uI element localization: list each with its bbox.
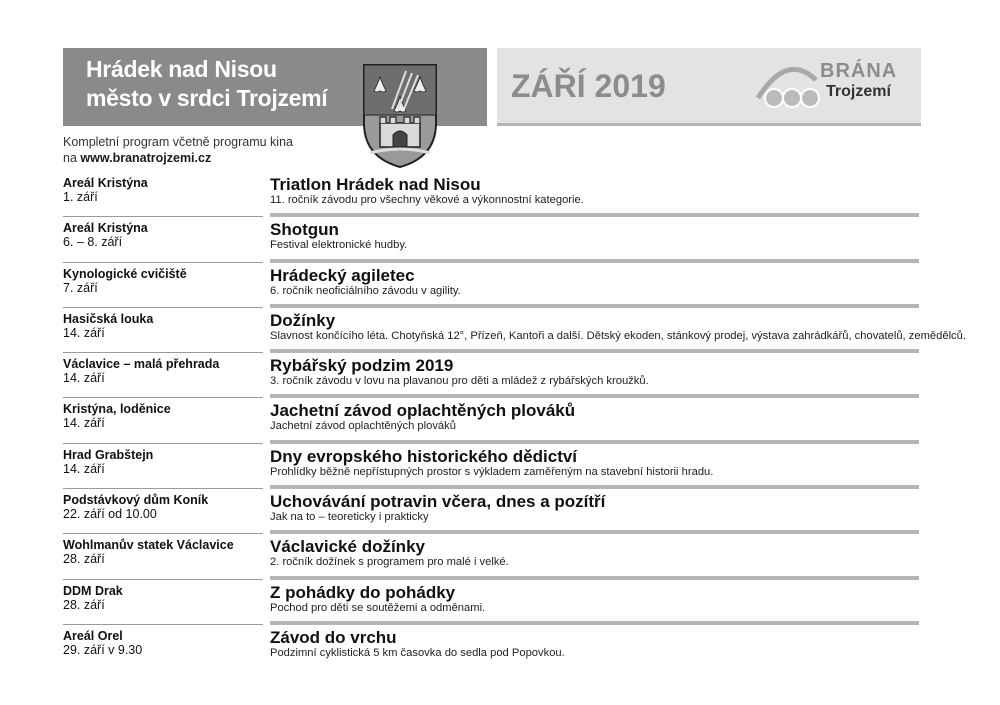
event-row — [63, 534, 919, 579]
event-venue-name: Kynologické cvičiště — [63, 266, 187, 281]
event-date: 6. – 8. září — [63, 235, 123, 250]
event-date: 14. září — [63, 461, 105, 476]
event-venue — [63, 629, 263, 657]
logo-brana-text: BRÁNA — [820, 60, 898, 82]
event-description: Prohlídky běžně nepřístupných prostor s výkladem zaměřeným na stavební historii hradu. — [270, 465, 714, 478]
event-venue-name: DDM Drak — [63, 583, 123, 598]
event-venue — [63, 267, 263, 295]
event-description: Podzimní cyklistická 5 km časovka do sedla pod Popovkou. — [270, 646, 565, 659]
event-title: Shotgun — [270, 220, 339, 240]
event-venue-name: Areál Orel — [63, 628, 123, 643]
event-title: Z pohádky do pohádky — [270, 582, 456, 602]
event-row — [63, 353, 919, 398]
event-description: Festival elektronické hudby. — [270, 239, 408, 252]
event-venue — [63, 584, 263, 612]
event-venue — [63, 493, 263, 521]
event-description: 6. ročník neoficiálního závodu v agility. — [270, 284, 461, 297]
event-row — [63, 308, 966, 353]
event-venue — [63, 448, 263, 476]
event-row — [63, 625, 919, 670]
event-date: 14. září — [63, 325, 105, 340]
event-description: 11. ročník závodu pro všechny věkové a výkonnostní kategorie. — [270, 194, 584, 206]
event-venue — [63, 538, 263, 566]
event-date: 14. září — [63, 371, 105, 386]
logo-trojzemi-text: Trojzemí — [826, 83, 891, 100]
event-venue — [63, 176, 263, 204]
event-description: 2. ročník dožínek s programem pro malé i velké. — [270, 556, 509, 569]
event-title: Václavické dožínky — [270, 537, 425, 557]
event-date: 28. září — [63, 552, 105, 567]
intro-line2-prefix: na — [63, 151, 81, 165]
event-venue-name: Wohlmanův statek Václavice — [63, 538, 234, 553]
intro-line1: Kompletní program včetně programu kina — [63, 135, 293, 149]
event-venue — [63, 312, 263, 340]
town-title — [86, 55, 327, 113]
event-description: 3. ročník závodu v lovu na plavanou pro děti a mládež z rybářských kroužků. — [270, 375, 649, 388]
event-date: 1. září — [63, 190, 98, 204]
event-description: Jachetní závod oplachtěných plováků — [270, 420, 456, 433]
month-title: ZÁŘÍ 2019 — [511, 68, 666, 104]
event-description: Jak na to – teoreticky i prakticky — [270, 511, 429, 524]
event-description: Pochod pro děti se soutěžemi a odměnami. — [270, 601, 486, 614]
event-venue-name: Hasičská louka — [63, 311, 154, 326]
event-title: Závod do vrchu — [270, 627, 397, 647]
town-coat-of-arms-icon — [360, 61, 440, 171]
event-venue-name: Areál Kristýna — [63, 176, 148, 190]
event-title: Hrádecký agiletec — [270, 265, 415, 285]
event-date: 22. září od 10.00 — [63, 507, 157, 522]
logo-circles-icon — [752, 58, 822, 114]
event-venue-name: Kristýna, loděnice — [63, 402, 171, 417]
event-row — [63, 444, 919, 489]
month-banner — [497, 48, 921, 126]
website-link[interactable]: www.branatrojzemi.cz — [80, 151, 212, 165]
event-date: 29. září v 9.30 — [63, 642, 143, 657]
event-venue — [63, 402, 263, 430]
event-title: Uchovávání potravin včera, dnes a pozítří — [270, 492, 606, 512]
event-row — [63, 172, 919, 217]
town-title-line1: Hrádek nad Nisou — [86, 56, 277, 82]
event-title: Jachetní závod oplachtěných plováků — [270, 401, 576, 421]
event-venue-name: Podstávkový dům Koník — [63, 493, 209, 508]
event-venue-name: Václavice – malá přehrada — [63, 357, 220, 372]
event-venue — [63, 221, 263, 249]
event-row — [63, 217, 919, 262]
event-date: 7. září — [63, 280, 98, 295]
event-venue — [63, 357, 263, 385]
intro-text — [63, 134, 293, 166]
event-row — [63, 263, 919, 308]
event-venue-name: Hrad Grabštejn — [63, 447, 154, 462]
event-venue-name: Areál Kristýna — [63, 221, 148, 236]
event-row — [63, 398, 919, 443]
event-title: Dožínky — [270, 310, 336, 330]
event-date: 28. září — [63, 597, 105, 612]
event-description: Slavnost končícího léta. Chotyňská 12°, Přízeň, Kantoři a další. Dětský ekoden, stánkový prodej, výstava zahrádkářů, chovatelů, zemědělců. — [270, 329, 966, 342]
event-row — [63, 580, 919, 625]
event-date: 14. září — [63, 416, 105, 431]
event-title: Rybářský podzim 2019 — [270, 356, 454, 376]
town-title-line2: město v srdci Trojzemí — [86, 85, 328, 111]
intro-line2 — [63, 150, 293, 166]
brana-trojzemi-logo — [752, 58, 912, 114]
event-title: Triatlon Hrádek nad Nisou — [270, 175, 481, 194]
event-title: Dny evropského historického dědictví — [270, 446, 578, 466]
event-row — [63, 489, 919, 534]
event-list — [63, 172, 966, 670]
